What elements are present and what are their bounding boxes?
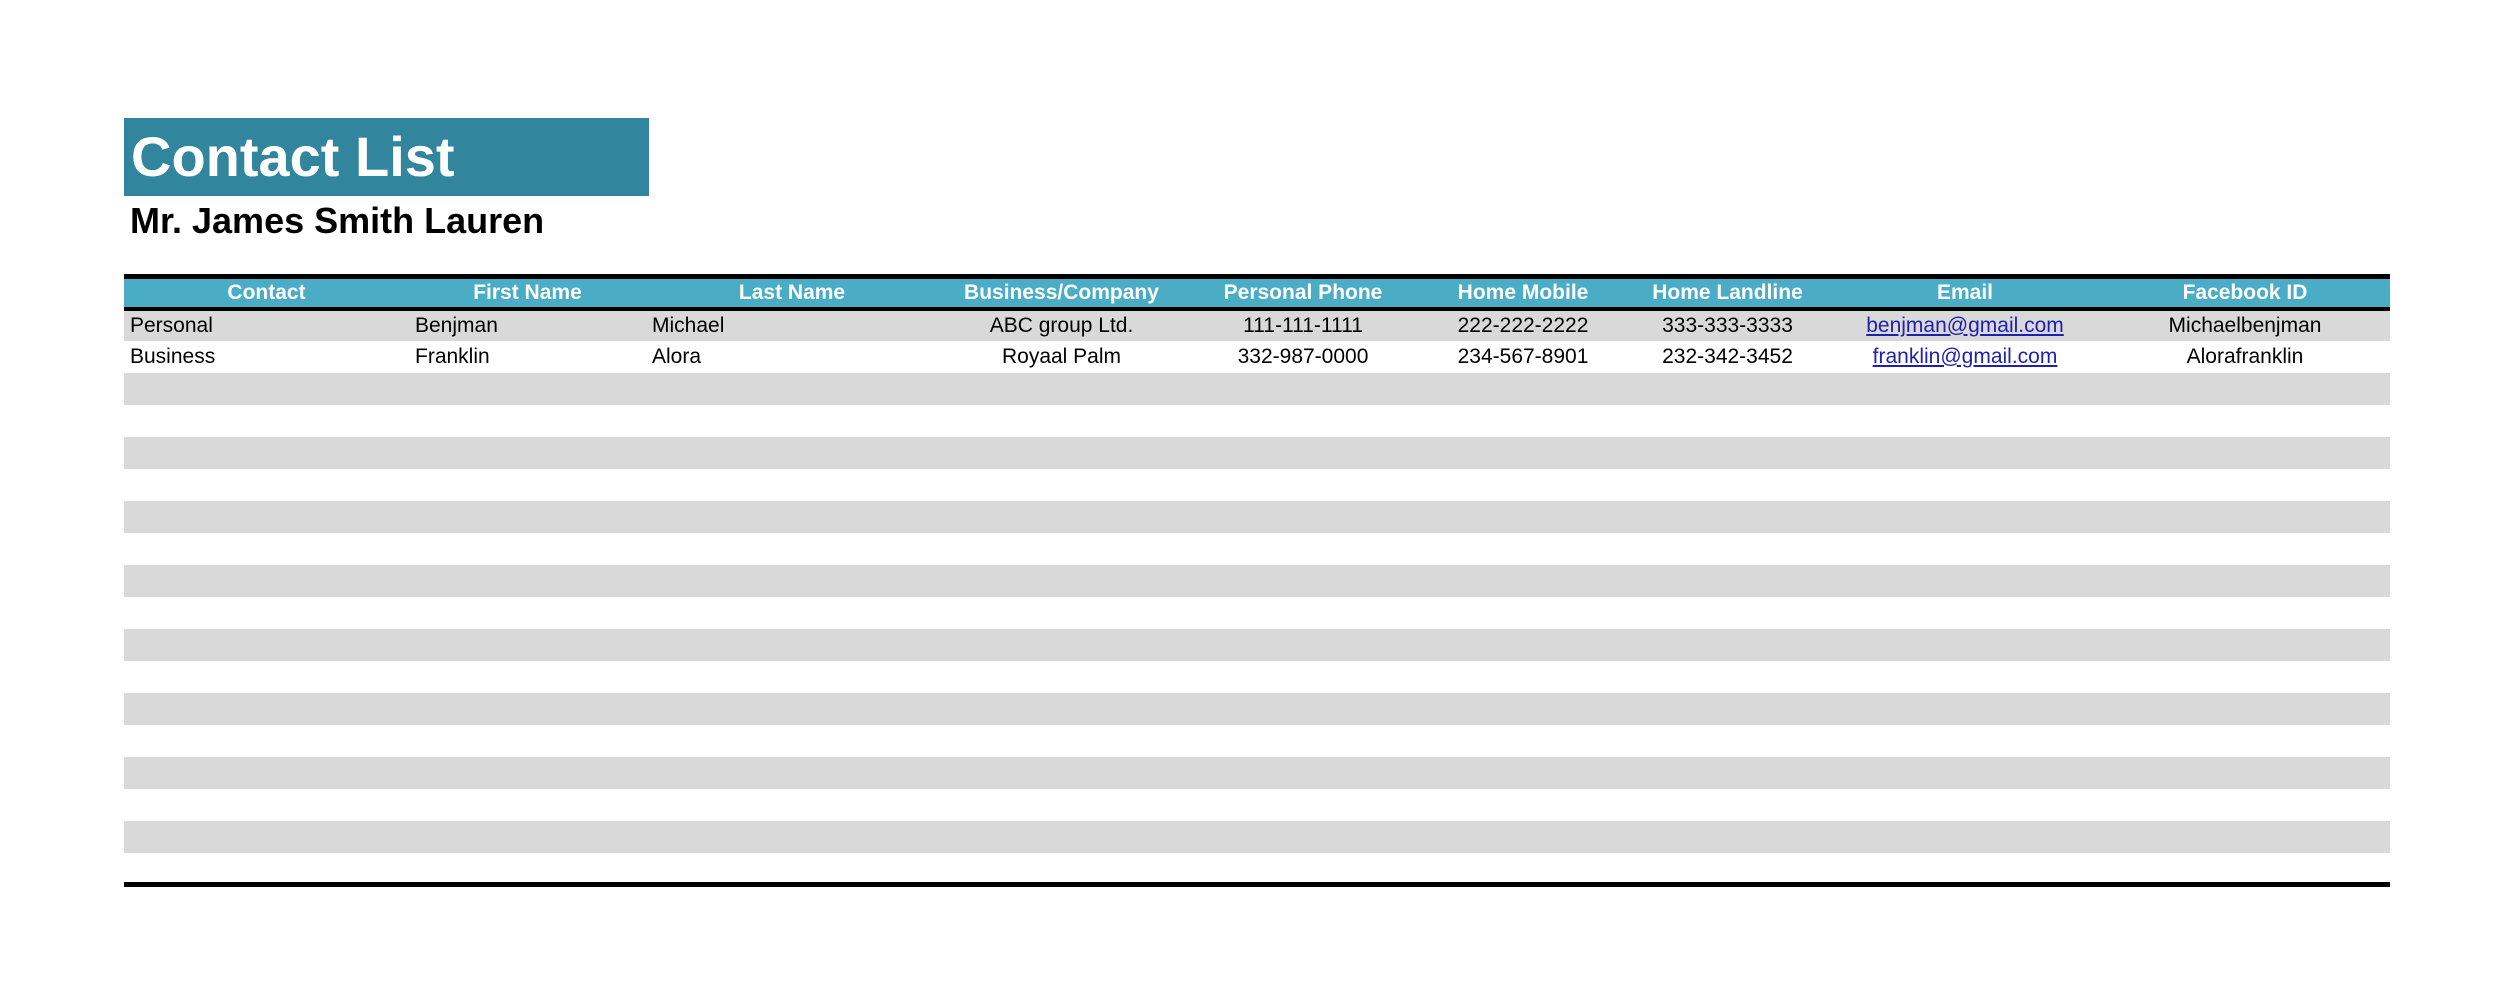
cell-contact[interactable]: Business — [130, 344, 216, 368]
empty-cell[interactable] — [124, 597, 2390, 629]
contact-table — [124, 274, 2390, 887]
empty-cell[interactable] — [124, 757, 2390, 789]
empty-cell[interactable] — [124, 853, 2390, 885]
cell-facebook-id[interactable]: Alorafranklin — [2186, 344, 2304, 368]
empty-row[interactable] — [124, 853, 2390, 885]
cell-home-mobile[interactable]: 234-567-8901 — [1457, 344, 1589, 368]
header-contact[interactable]: Contact — [124, 277, 409, 309]
cell-facebook-id[interactable]: Michaelbenjman — [2168, 313, 2322, 337]
empty-row[interactable] — [124, 821, 2390, 853]
empty-cell[interactable] — [124, 565, 2390, 597]
contact-table-container — [124, 274, 2390, 887]
empty-cell[interactable] — [124, 789, 2390, 821]
empty-cell[interactable] — [124, 821, 2390, 853]
empty-cell[interactable] — [124, 373, 2390, 405]
cell-first-name[interactable]: Franklin — [415, 344, 490, 368]
cell-business-company[interactable]: Royaal Palm — [1001, 344, 1122, 368]
page-title: Contact List — [131, 125, 455, 188]
empty-row[interactable] — [124, 565, 2390, 597]
empty-cell[interactable] — [124, 405, 2390, 437]
email-link[interactable]: franklin@gmail.com — [1872, 344, 2058, 368]
empty-row[interactable] — [124, 757, 2390, 789]
cell-home-landline[interactable]: 333-333-3333 — [1662, 313, 1793, 337]
empty-row[interactable] — [124, 789, 2390, 821]
empty-row[interactable] — [124, 469, 2390, 501]
cell-first-name[interactable]: Benjman — [415, 313, 498, 337]
cell-last-name[interactable]: Michael — [652, 313, 725, 337]
title-banner — [124, 118, 649, 196]
header-home-landline[interactable]: Home Landline — [1625, 277, 1830, 309]
cell-email — [1830, 341, 2100, 373]
header-business-company[interactable]: Business/Company — [938, 277, 1185, 309]
empty-row[interactable] — [124, 693, 2390, 725]
empty-row[interactable] — [124, 725, 2390, 757]
table-row[interactable] — [124, 341, 2390, 373]
email-link[interactable]: benjman@gmail.com — [1866, 313, 2064, 337]
owner-name: Mr. James Smith Lauren — [130, 200, 545, 241]
empty-cell[interactable] — [124, 661, 2390, 693]
header-facebook-id[interactable]: Facebook ID — [2100, 277, 2390, 309]
empty-row[interactable] — [124, 437, 2390, 469]
cell-email — [1830, 309, 2100, 341]
empty-row[interactable] — [124, 405, 2390, 437]
empty-cell[interactable] — [124, 693, 2390, 725]
header-personal-phone[interactable]: Personal Phone — [1185, 277, 1421, 309]
empty-row[interactable] — [124, 501, 2390, 533]
empty-row[interactable] — [124, 629, 2390, 661]
table-row[interactable] — [124, 309, 2390, 341]
empty-cell[interactable] — [124, 629, 2390, 661]
header-first-name[interactable]: First Name — [409, 277, 646, 309]
header-email[interactable]: Email — [1830, 277, 2100, 309]
cell-personal-phone[interactable]: 111-111-1111 — [1243, 313, 1363, 337]
header-home-mobile[interactable]: Home Mobile — [1421, 277, 1625, 309]
empty-row[interactable] — [124, 373, 2390, 405]
table-header-row — [124, 277, 2390, 309]
cell-home-landline[interactable]: 232-342-3452 — [1662, 344, 1793, 368]
empty-cell[interactable] — [124, 501, 2390, 533]
empty-row[interactable] — [124, 661, 2390, 693]
empty-cell[interactable] — [124, 533, 2390, 565]
empty-row[interactable] — [124, 533, 2390, 565]
cell-personal-phone[interactable]: 332-987-0000 — [1237, 344, 1369, 368]
cell-last-name[interactable]: Alora — [652, 344, 702, 368]
header-last-name[interactable]: Last Name — [646, 277, 938, 309]
empty-cell[interactable] — [124, 725, 2390, 757]
empty-cell[interactable] — [124, 437, 2390, 469]
cell-contact[interactable]: Personal — [130, 313, 213, 337]
empty-row[interactable] — [124, 597, 2390, 629]
cell-business-company[interactable]: ABC group Ltd. — [989, 313, 1134, 337]
cell-home-mobile[interactable]: 222-222-2222 — [1457, 313, 1589, 337]
empty-cell[interactable] — [124, 469, 2390, 501]
